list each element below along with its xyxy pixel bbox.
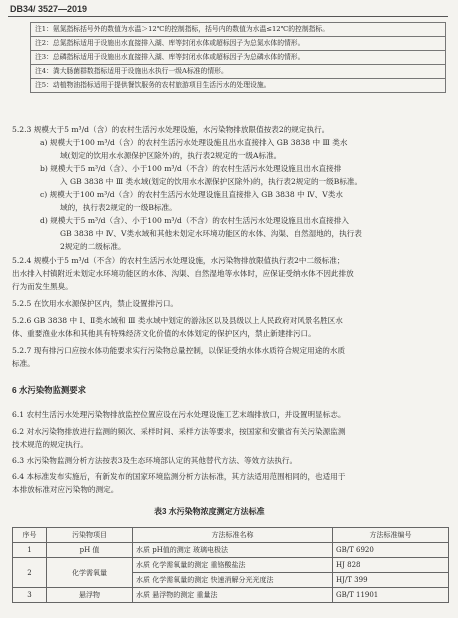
clause-5-2-4-line2: 出水排入村镇附近未划定水环境功能区的水体、沟渠、自然湿地等水体时，应保证受纳水体不因此排放 bbox=[12, 269, 354, 278]
method-code: HJ/T 399 bbox=[333, 573, 449, 588]
table-row bbox=[13, 588, 449, 603]
clause-6-2-line2: 技术规范的规定执行。 bbox=[12, 440, 88, 449]
clause-6-2-line1: 6.2 对水污染物排放进行监测的频次、采样时间、采样方法等要求，按国家和安徽省有关污染源监测 bbox=[12, 427, 346, 436]
note-1: 注1：氨氮指标括号外的数值为水温＞12℃的控制指标，括号内的数值为水温≤12℃的控制指标。 bbox=[31, 23, 446, 37]
clause-6-3: 6.3 水污染物监测分析方法按表3及生态环境部认定的其他替代方法、等效方法执行。 bbox=[12, 456, 298, 465]
pollutant-item: pH 值 bbox=[47, 543, 133, 558]
clause-5-2-7-line2: 标准。 bbox=[12, 359, 35, 368]
clause-6-4-line1: 6.4 本标准发布实施后，有新发布的国家环境监测分析方法标准，其方法适用范围相同的，也适用于 bbox=[12, 472, 346, 481]
header-rule bbox=[8, 16, 448, 17]
clause-5-2-3: 5.2.3 规模大于5 m³/d（含）的农村生活污水处理设施，水污染物排放限值按表2的规定执行。 bbox=[12, 125, 330, 134]
clause-6-1: 6.1 农村生活污水处理污染物排放监控位置应设在污水处理设施工艺末端排放口，并设置明显标志。 bbox=[12, 410, 346, 419]
row-number: 3 bbox=[13, 588, 47, 603]
table-3-caption: 表3 水污染物浓度测定方法标准 bbox=[154, 507, 265, 516]
method-code: HJ 828 bbox=[333, 558, 449, 573]
method-code: GB/T 11901 bbox=[333, 588, 449, 603]
clause-5-2-3-d-line3: 2规定的二级标准。 bbox=[60, 242, 126, 251]
clause-5-2-3-a-line1: a) 规模大于100 m³/d（含）的农村生活污水处理设施且出水直接排入 GB 3838 中 Ⅲ 类水 bbox=[40, 138, 348, 147]
method-name: 水质 pH值的测定 玻璃电极法 bbox=[133, 543, 333, 558]
table-row bbox=[13, 543, 449, 558]
method-standards-table bbox=[12, 527, 449, 603]
row-number: 2 bbox=[13, 558, 47, 588]
table-header-row bbox=[13, 528, 449, 543]
clause-5-2-5: 5.2.5 在饮用水水源保护区内，禁止设置排污口。 bbox=[12, 299, 179, 308]
table-row bbox=[13, 558, 449, 573]
method-code: GB/T 6920 bbox=[333, 543, 449, 558]
method-name: 水质 悬浮物的测定 重量法 bbox=[133, 588, 333, 603]
clause-5-2-3-d-line1: d) 规模大于5 m³/d（含）、小于100 m³/d（不含）的农村生活污水处理设施且出水直接排入 bbox=[40, 216, 349, 225]
method-name: 水质 化学需氧量的测定 快速消解分光光度法 bbox=[133, 573, 333, 588]
clause-5-2-3-a-line2: 域(划定的饮用水水源保护区除外)的，执行表2规定的一级A标准。 bbox=[60, 151, 282, 160]
row-number: 1 bbox=[13, 543, 47, 558]
note-3: 注3：总磷指标适用于设施出水直接排入湖、库等封闭水体或超标因子为总磷水体的情形。 bbox=[31, 51, 446, 65]
note-2: 注2：总氮指标适用于设施出水直接排入湖、库等封闭水体或超标因子为总氮水体的情形。 bbox=[31, 37, 446, 51]
notes-table bbox=[30, 22, 446, 93]
clause-5-2-7-line1: 5.2.7 现有排污口应按水体功能要求实行污染物总量控制，以保证受纳水体水质符合规定用途的水质 bbox=[12, 346, 346, 355]
clause-5-2-3-c-line1: c) 规模大于100 m³/d（含）的农村生活污水处理设施且直接排入 GB 3838 中 Ⅳ、Ⅴ类水 bbox=[40, 190, 343, 199]
col-header-no: 序号 bbox=[13, 528, 47, 543]
pollutant-item: 化学需氧量 bbox=[47, 558, 133, 588]
clause-5-2-3-d-line2: GB 3838 中 Ⅳ、Ⅴ类水域和其他未划定水环境功能区的水体、沟渠、自然湿地的，执行表 bbox=[60, 229, 362, 238]
clause-6-4-line2: 本排放标准对应污染物的测定。 bbox=[12, 485, 119, 494]
col-header-item: 污染物项目 bbox=[47, 528, 133, 543]
col-header-code: 方法标准编号 bbox=[333, 528, 449, 543]
col-header-method: 方法标准名称 bbox=[133, 528, 333, 543]
method-name: 水质 化学需氧量的测定 重铬酸盐法 bbox=[133, 558, 333, 573]
section-6-heading: 6 水污染物监测要求 bbox=[12, 385, 86, 395]
clause-5-2-3-b-line2: 入 GB 3838 中 Ⅲ 类水域(划定的饮用水水源保护区除外)的，执行表2规定的一级B标准。 bbox=[60, 177, 363, 186]
pollutant-item: 悬浮物 bbox=[47, 588, 133, 603]
document-code: DB34/ 3527—2019 bbox=[10, 4, 88, 14]
clause-5-2-6-line2: 体、重要渔业水体和其他具有特殊经济文化价值的水体划定的保护区内，禁止新建排污口。 bbox=[12, 329, 316, 338]
clause-5-2-3-c-line2: 域的，执行表2规定的一级B标准。 bbox=[60, 203, 177, 212]
clause-5-2-4-line3: 行为而发生黑臭。 bbox=[12, 282, 73, 291]
clause-5-2-4-line1: 5.2.4 规模小于5 m³/d（不含）的农村生活污水处理设施，水污染物排放限值执行表2中二级标准； bbox=[12, 256, 345, 265]
clause-5-2-3-b-line1: b) 规模大于5 m³/d（含）、小于100 m³/d（不含）的农村生活污水处理设施且出水直接排 bbox=[40, 164, 342, 173]
clause-5-2-6-line1: 5.2.6 GB 3838 中 Ⅰ、Ⅱ类水域和 Ⅲ 类水域中划定的游泳区以及县级以上人民政府对风景名胜区水 bbox=[12, 316, 343, 325]
note-5: 注5：动植物油指标适用于提供餐饮服务的农村旅游项目生活污水的处理设施。 bbox=[31, 79, 446, 93]
note-4: 注4：粪大肠菌群数指标适用于设施出水执行一级A标准的情形。 bbox=[31, 65, 446, 79]
